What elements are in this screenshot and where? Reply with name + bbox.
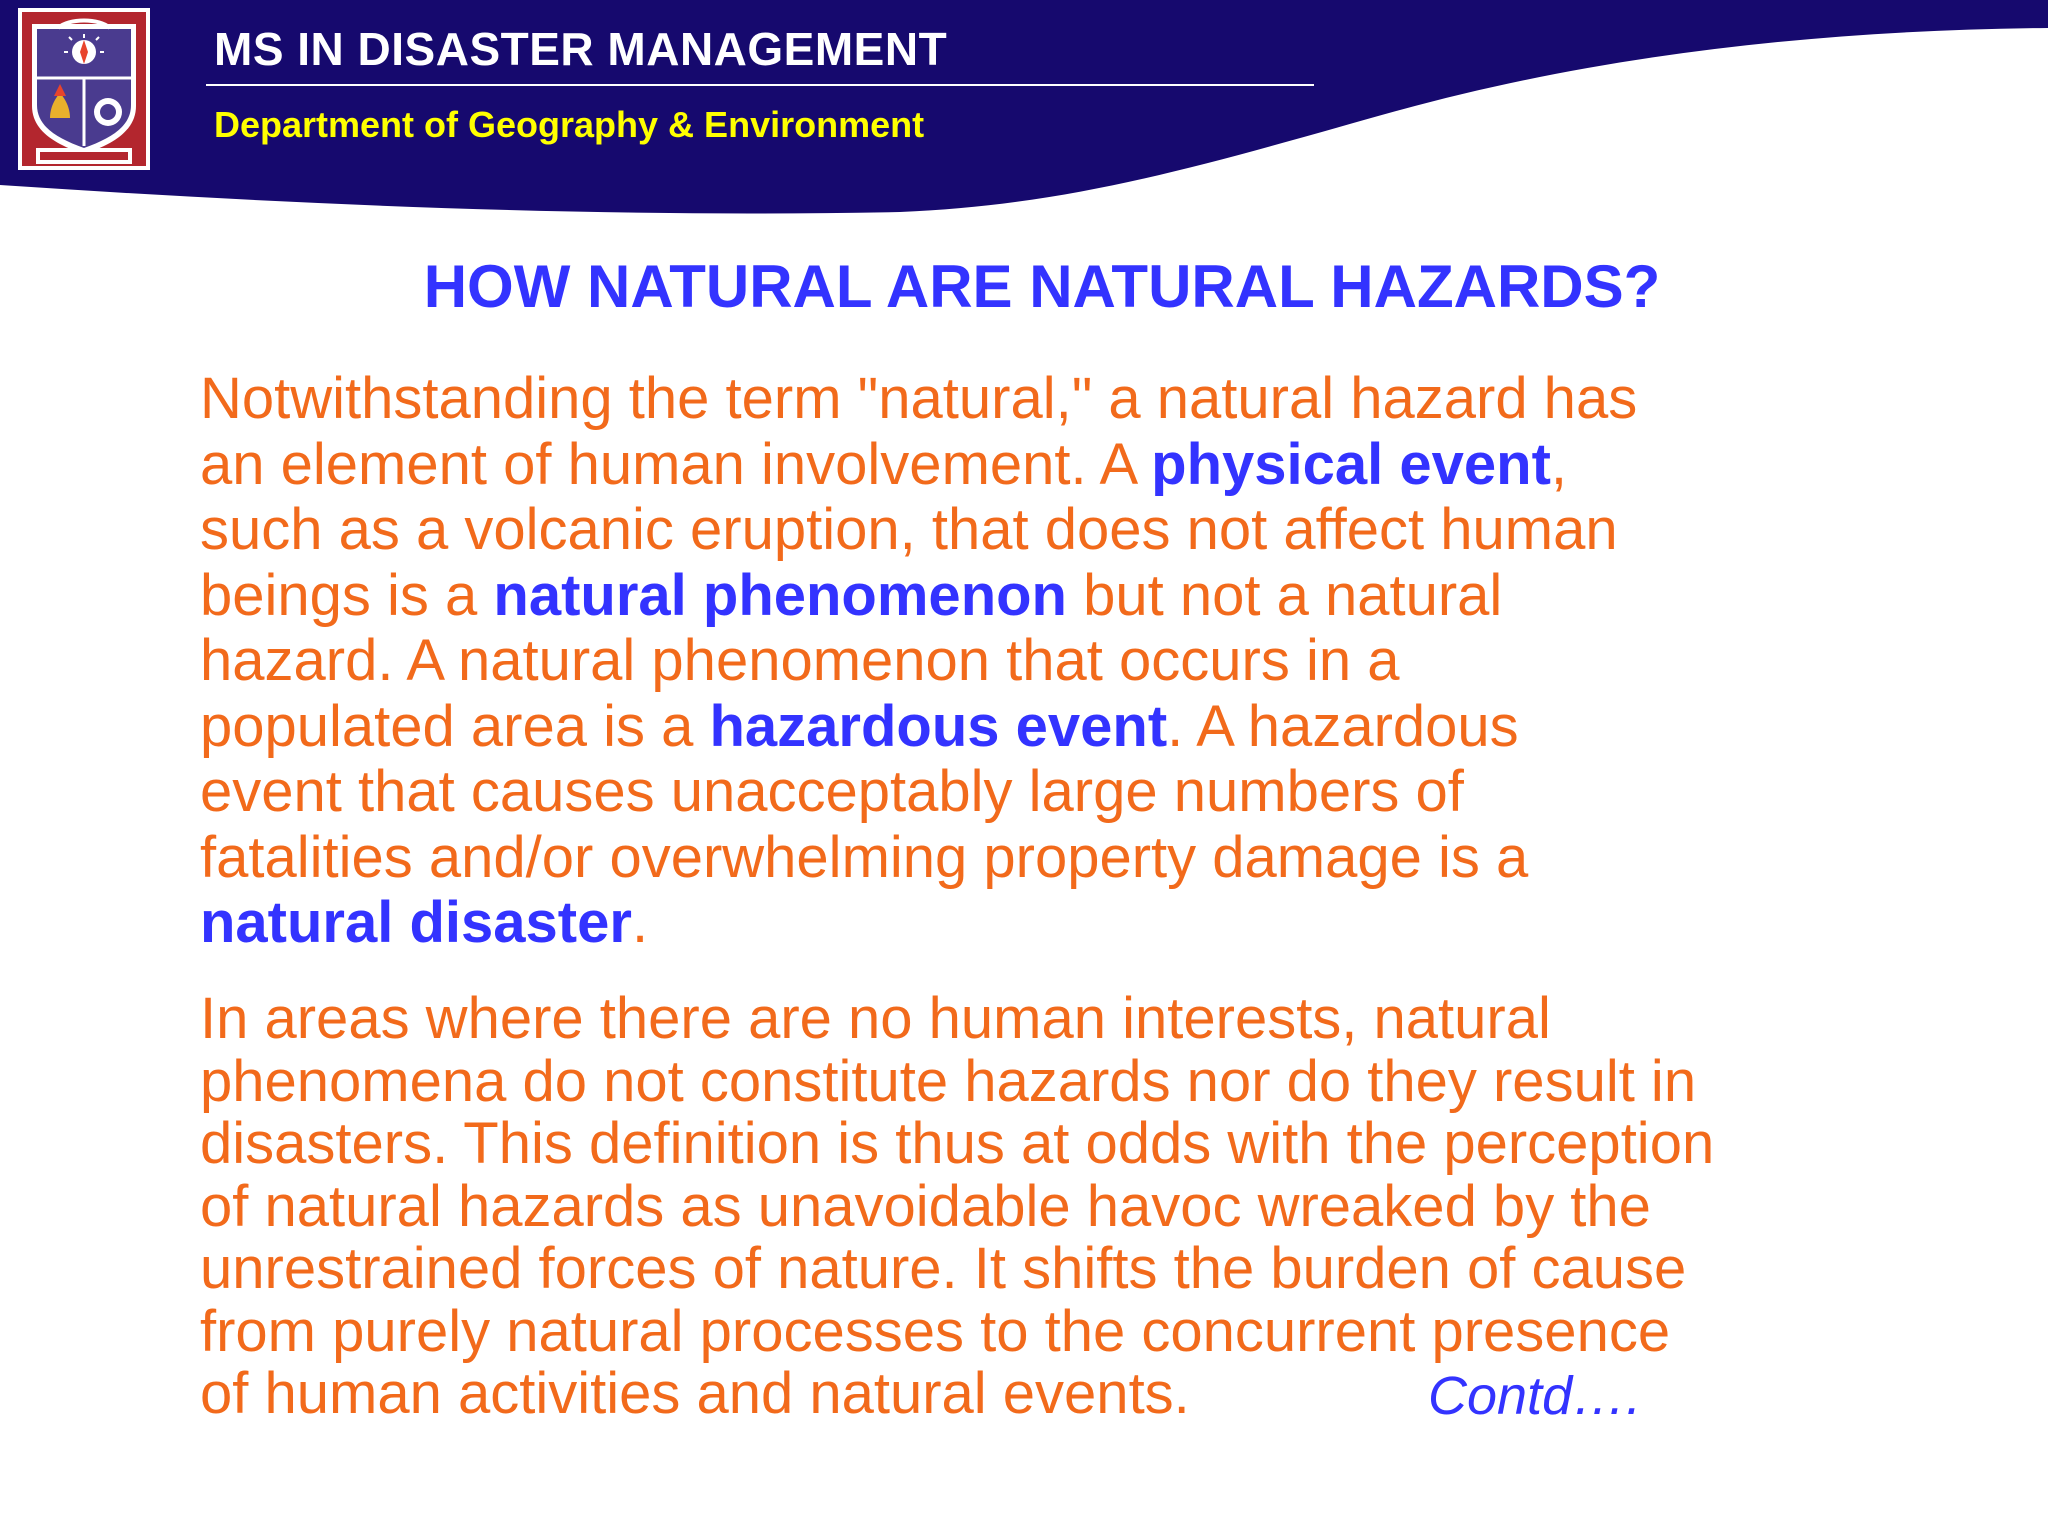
header-divider <box>206 84 1314 86</box>
text-line: event that causes unacceptably large numbers of <box>200 759 1464 824</box>
text-line: phenomena do not constitute hazards nor do they result in <box>200 1048 1697 1114</box>
program-title: MS IN DISASTER MANAGEMENT <box>214 23 948 75</box>
slide-title: HOW NATURAL ARE NATURAL HAZARDS? <box>423 253 1661 320</box>
text-line: populated area is a hazardous event. A hazardous <box>200 693 1519 759</box>
text-line: Notwithstanding the term "natural," a natural hazard has <box>200 366 1638 431</box>
university-crest-icon <box>18 8 150 170</box>
text-line: In areas where there are no human interests, natural <box>200 986 1551 1051</box>
term-natural-disaster: natural disaster <box>200 890 632 955</box>
term-hazardous-event: hazardous event <box>709 693 1168 759</box>
paragraph-definitions <box>200 366 1930 956</box>
text-line: natural disaster. <box>200 890 649 955</box>
text-line: beings is a natural phenomenon but not a natural <box>200 562 1503 628</box>
department-name: Department of Geography & Environment <box>214 104 925 145</box>
text-line: of natural hazards as unavoidable havoc wreaked by the <box>200 1173 1651 1239</box>
continued-label: Contd…. <box>1428 1366 1642 1426</box>
text-line: from purely natural processes to the concurrent presence <box>200 1298 1671 1364</box>
text-line: unrestrained forces of nature. It shifts the burden of cause <box>200 1236 1687 1301</box>
term-natural-phenomenon: natural phenomenon <box>493 562 1067 628</box>
text-line: of human activities and natural events. <box>200 1361 1190 1426</box>
text-line: fatalities and/or overwhelming property damage is a <box>200 824 1529 890</box>
paragraph-human-interests <box>200 988 1930 1426</box>
text-line: such as a volcanic eruption, that does not affect human <box>200 497 1618 562</box>
text-line: hazard. A natural phenomenon that occurs in a <box>200 628 1400 693</box>
text-line: disasters. This definition is thus at odds with the perception <box>200 1111 1715 1176</box>
text-line: an element of human involvement. A physical event, <box>200 431 1568 497</box>
term-physical-event: physical event <box>1151 431 1551 497</box>
